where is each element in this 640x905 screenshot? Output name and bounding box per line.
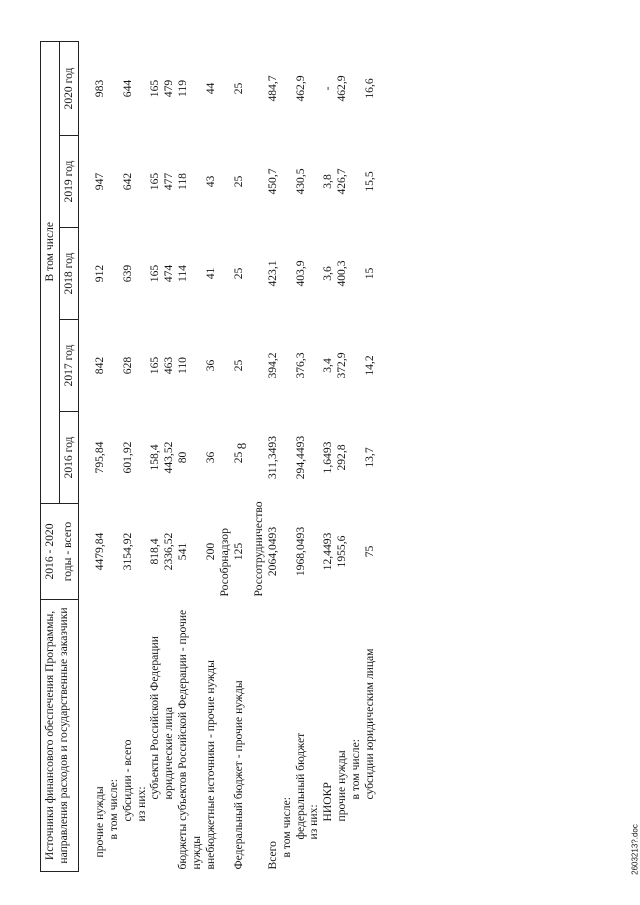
group-empty-cell (252, 41, 266, 411)
row-year-value: 423,1 (265, 260, 279, 287)
row-year-value (307, 136, 321, 228)
row-year-value: 165 (148, 172, 162, 191)
spacer-cell (78, 41, 93, 871)
row-year-value (349, 320, 363, 412)
row-year-value: 912 (92, 264, 106, 283)
row-year-value: 403,9 (293, 260, 307, 287)
row-year-value: - (321, 86, 335, 91)
table-row (148, 41, 162, 871)
row-year-value: 118 (176, 173, 190, 190)
group-empty-cell (218, 600, 232, 872)
row-year-value: 36 (204, 451, 218, 464)
row-year-value: 110 (176, 357, 190, 374)
row-label: из них: (307, 804, 321, 840)
table-row (121, 41, 135, 871)
header-including: В том числе (41, 41, 60, 503)
row-year-value: 114 (176, 265, 190, 282)
row-year-value (135, 41, 149, 135)
table-row (162, 41, 176, 871)
row-year-value: 165 (148, 79, 162, 98)
row-label: субсидии - всего (120, 739, 134, 822)
row-year-value (280, 228, 294, 320)
rotated-landscape-page (40, 42, 605, 872)
row-year-value: 474 (162, 264, 176, 283)
group-empty-cell (218, 41, 232, 411)
row-total: 1968,0493 (293, 526, 307, 577)
row-year-value (280, 412, 294, 504)
row-year-value: 80 (176, 451, 190, 464)
row-year-value: 158,4 (148, 444, 162, 471)
row-year-value: 601,92 (120, 441, 134, 474)
row-year-value: 3,4 (321, 358, 335, 373)
table-body (78, 41, 377, 871)
row-year-value: 25 (231, 82, 245, 95)
row-year-value: 3,8 (321, 174, 335, 189)
row-total: 1955,6 (335, 535, 349, 568)
row-label: Федеральный бюджет - прочие нужды (231, 680, 245, 870)
row-label: НИОКР (321, 782, 335, 822)
row-year-value: 400,3 (335, 260, 349, 287)
table-row (232, 41, 246, 871)
header-year-2018: 2018 год (59, 228, 78, 320)
header-total-period: 2016 - 2020 (41, 504, 60, 600)
table-row (335, 41, 349, 871)
row-year-value (135, 412, 149, 504)
header-year-2016: 2016 год (59, 412, 78, 504)
row-total: 75 (363, 545, 377, 558)
row-year-value: 639 (120, 264, 134, 283)
table-row (363, 41, 377, 871)
row-year-value (107, 320, 121, 412)
table-header (41, 41, 79, 871)
row-label: внебюджетные источники - прочие нужды (204, 660, 218, 870)
row-year-value: 25 (231, 175, 245, 188)
row-year-value: 450,7 (265, 168, 279, 195)
row-year-value (107, 228, 121, 320)
row-year-value: 165 (148, 356, 162, 375)
row-total (280, 504, 294, 600)
header-total-label: годы - всего (59, 504, 78, 600)
row-year-value: 642 (120, 172, 134, 191)
header-source-column: Источники финансового обеспечения Программы, направления расходов и государственные заказчики (41, 600, 79, 872)
row-year-value: 443,52 (162, 441, 176, 474)
row-year-value: 311,3493 (265, 435, 279, 480)
budget-table (40, 41, 377, 872)
row-year-value: 947 (92, 172, 106, 191)
table-row (266, 41, 280, 871)
row-year-value: 165 (148, 264, 162, 283)
row-year-value (349, 412, 363, 504)
row-total: 4479,84 (92, 532, 106, 571)
group-row (252, 41, 266, 871)
row-total (107, 504, 121, 600)
row-total: 125 (231, 542, 245, 561)
table-row (93, 41, 107, 871)
row-year-value: 372,9 (335, 352, 349, 379)
row-year-value: 36 (204, 359, 218, 372)
row-label: в том числе: (106, 779, 120, 840)
row-year-value (349, 136, 363, 228)
row-total (135, 504, 149, 600)
row-year-value (107, 136, 121, 228)
group-title-rosobrnadzor: Рособрнадзор (217, 528, 231, 597)
table-row (204, 41, 218, 871)
table-row (176, 41, 204, 871)
row-year-value (280, 136, 294, 228)
row-year-value (307, 412, 321, 504)
row-year-value: 462,9 (293, 75, 307, 102)
table-row (135, 41, 149, 871)
row-label: субсидии юридическим лицам (363, 648, 377, 800)
group-empty-cell (252, 600, 266, 872)
row-year-value: 463 (162, 356, 176, 375)
row-label: юридические лица (162, 707, 176, 800)
row-year-value (107, 41, 121, 135)
row-year-value (280, 320, 294, 412)
row-year-value (307, 228, 321, 320)
row-total (307, 504, 321, 600)
row-label: бюджеты субъектов Российской Федерации - прочие нужды (176, 609, 204, 870)
header-year-2019: 2019 год (59, 136, 78, 228)
table-row (349, 41, 363, 871)
row-year-value (307, 320, 321, 412)
group-title-rossotrudnichestvo: Россотрудничество (251, 501, 265, 597)
row-year-value: 842 (92, 356, 106, 375)
row-year-value: 15,5 (363, 171, 377, 192)
row-year-value: 43 (204, 175, 218, 188)
row-label: в том числе: (349, 739, 363, 800)
row-total: 3154,92 (120, 532, 134, 571)
row-total: 12,4493 (321, 532, 335, 571)
row-year-value: 394,2 (265, 352, 279, 379)
row-year-value: 484,7 (265, 75, 279, 102)
header-year-2017: 2017 год (59, 320, 78, 412)
row-year-value: 25 (231, 451, 245, 464)
table-row (321, 41, 335, 871)
row-year-value: 479 (162, 79, 176, 98)
row-year-value: 16,6 (363, 78, 377, 99)
row-total: 2064,0493 (265, 526, 279, 577)
row-year-value (349, 41, 363, 135)
row-year-value: 983 (92, 79, 106, 98)
row-total: 541 (176, 542, 190, 561)
row-year-value: 477 (162, 172, 176, 191)
row-label: субъекты Российской Федерации (148, 636, 162, 800)
row-year-value: 292,8 (335, 444, 349, 471)
row-year-value: 3,6 (321, 266, 335, 281)
row-total: 2336,52 (162, 532, 176, 571)
row-total: 200 (204, 542, 218, 561)
row-label: федеральный бюджет (293, 732, 307, 840)
row-year-value: 628 (120, 356, 134, 375)
group-row (218, 41, 232, 871)
row-total (349, 504, 363, 600)
row-year-value: 13,7 (363, 447, 377, 468)
row-label: из них: (134, 786, 148, 822)
row-label: прочие нужды (92, 786, 106, 858)
row-year-value: 41 (204, 267, 218, 280)
row-year-value: 294,4493 (293, 435, 307, 480)
row-year-value (349, 228, 363, 320)
row-label: прочие нужды (335, 750, 349, 822)
table-row (294, 41, 308, 871)
row-year-value: 44 (204, 82, 218, 95)
row-year-value (107, 412, 121, 504)
row-year-value (307, 41, 321, 135)
row-year-value: 119 (176, 80, 190, 97)
row-year-value (135, 136, 149, 228)
footer-file-code: 2603213?.doc (630, 824, 640, 875)
table-row (280, 41, 294, 871)
row-label: Всего (265, 841, 279, 870)
row-year-value: 426,7 (335, 168, 349, 195)
row-year-value (280, 41, 294, 135)
row-total: 818,4 (148, 538, 162, 565)
row-year-value: 376,3 (293, 352, 307, 379)
row-year-value: 430,5 (293, 168, 307, 195)
row-year-value (135, 228, 149, 320)
table-row (307, 41, 321, 871)
row-year-value: 795,84 (92, 441, 106, 474)
page-number: 8 (234, 442, 249, 450)
row-year-value: 14,2 (363, 355, 377, 376)
row-year-value (135, 320, 149, 412)
row-spacer (78, 41, 93, 871)
row-year-value: 25 (231, 267, 245, 280)
row-year-value: 1,6493 (321, 441, 335, 474)
row-year-value: 15 (363, 267, 377, 280)
table-row (107, 41, 121, 871)
row-year-value: 462,9 (335, 75, 349, 102)
row-year-value: 644 (120, 79, 134, 98)
row-year-value: 25 (231, 359, 245, 372)
row-label: в том числе: (279, 797, 293, 858)
header-year-2020: 2020 год (59, 41, 78, 135)
